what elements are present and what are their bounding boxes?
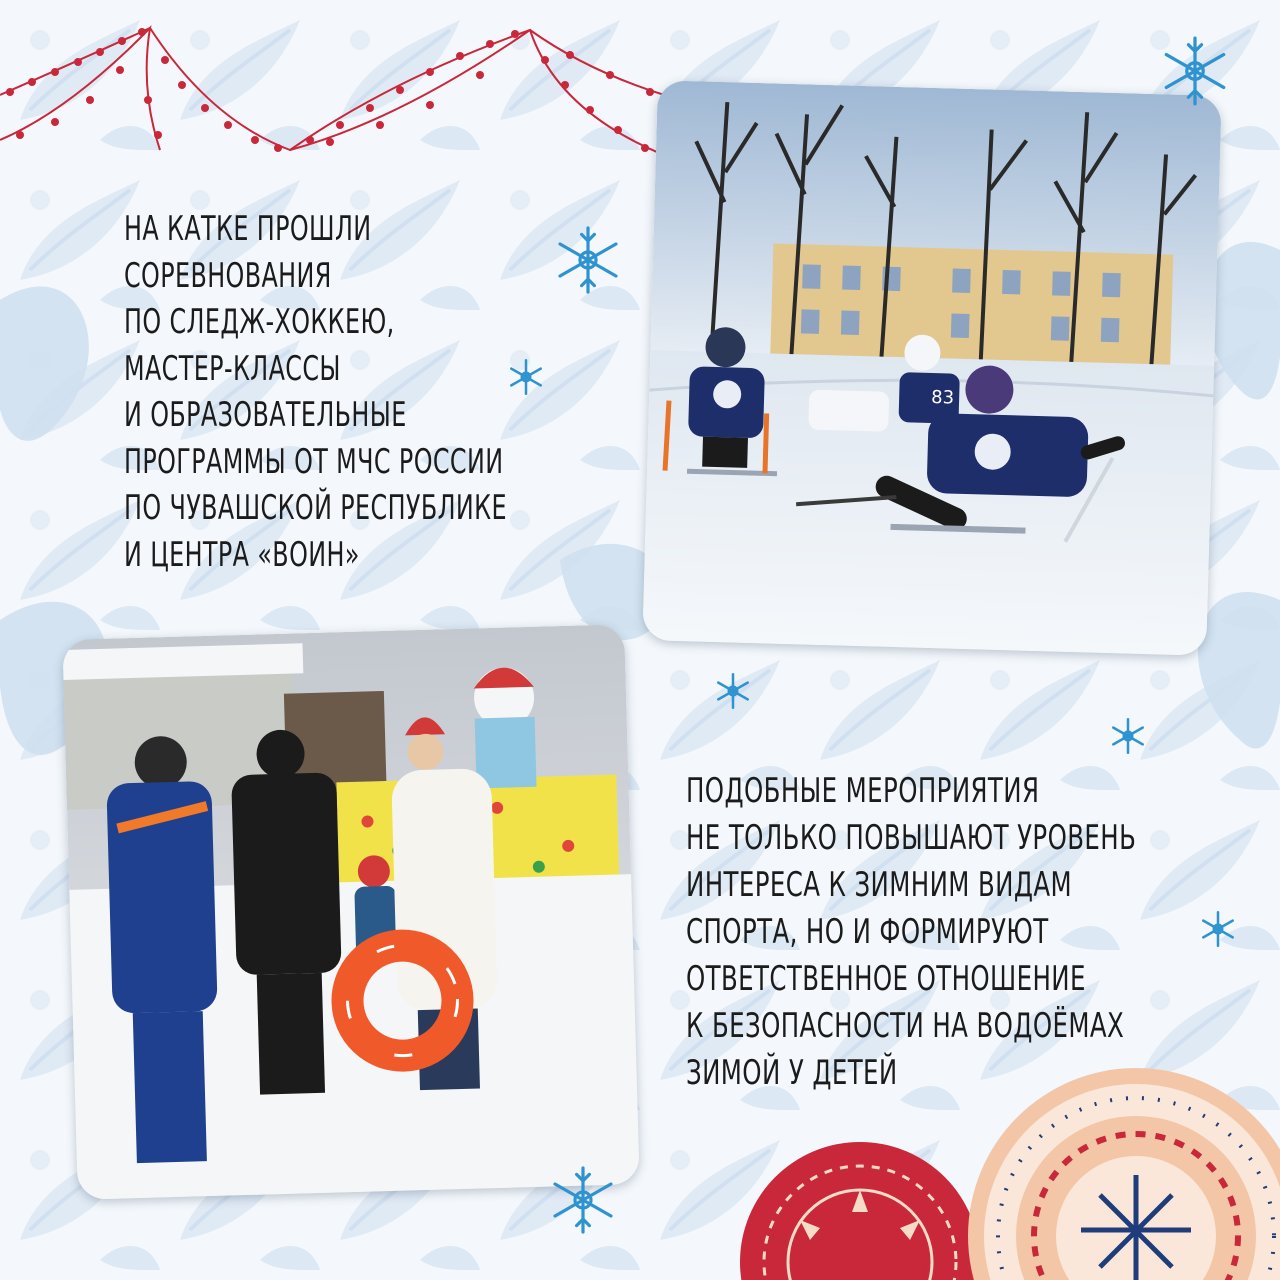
peach-mandala: [968, 1068, 1280, 1280]
conclusion-line: НЕ ТОЛЬКО ПОВЫШАЮТ УРОВЕНЬ: [686, 818, 1137, 858]
snowflake-icon: [712, 670, 754, 712]
conclusion-line: ПОДОБНЫЕ МЕРОПРИЯТИЯ: [686, 771, 1040, 811]
snowflake-icon: [1197, 908, 1239, 950]
intro-line: ПРОГРАММЫ ОТ МЧС РОССИИ: [124, 441, 504, 482]
intro-line: НА КАТКЕ ПРОШЛИ: [124, 209, 372, 249]
conclusion-text: [686, 768, 1136, 1097]
lifebuoy-rescue-photo: [62, 624, 639, 1199]
intro-text: [124, 206, 507, 578]
conclusion-line: СПОРТА, НО И ФОРМИРУЮТ: [686, 912, 1049, 952]
snowflake-icon: [1107, 715, 1149, 757]
intro-line: МАСТЕР-КЛАССЫ: [124, 348, 341, 389]
intro-line: И ОБРАЗОВАТЕЛЬНЫЕ: [124, 395, 407, 435]
santa-figure: [473, 667, 536, 789]
jersey-number: 83: [930, 386, 955, 409]
sledge-hockey-photo: [642, 80, 1221, 656]
snowflake-icon: [543, 1160, 623, 1240]
conclusion-line: ИНТЕРЕСА К ЗИМНИМ ВИДАМ: [686, 865, 1073, 905]
snowflake-icon: [548, 220, 628, 300]
conclusion-line: ЗИМОЙ У ДЕТЕЙ: [686, 1053, 898, 1093]
intro-line: ПО СЛЕДЖ-ХОККЕЮ,: [124, 302, 395, 342]
snowflake-icon: [1154, 30, 1236, 112]
intro-line: СОРЕВНОВАНИЯ: [124, 255, 332, 296]
red-mandala: [740, 1142, 980, 1280]
conclusion-line: К БЕЗОПАСНОСТИ НА ВОДОЁМАХ: [686, 1006, 1125, 1046]
conclusion-line: ОТВЕТСТВЕННОЕ ОТНОШЕНИЕ: [686, 959, 1086, 999]
intro-line: ПО ЧУВАШСКОЙ РЕСПУБЛИКЕ: [124, 488, 507, 528]
intro-line: И ЦЕНТРА «ВОИН»: [124, 534, 360, 575]
snowflake-icon: [505, 356, 547, 398]
